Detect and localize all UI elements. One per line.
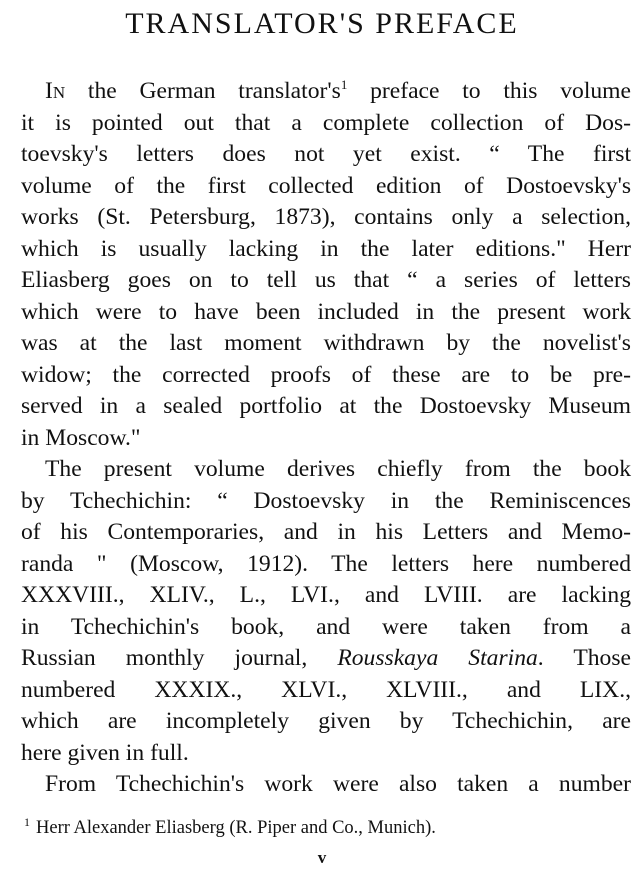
text-line: was at the last moment withdrawn by the novelist's — [21, 330, 631, 356]
text-line: it is pointed out that a complete collection of Dos- — [21, 109, 631, 136]
text-line: The present volume derives chiefly from the book — [45, 456, 631, 482]
text-fragment: the German translator's — [65, 78, 341, 104]
text-line: Eliasberg goes on to tell us that “ a series of letters — [21, 267, 631, 293]
text-line: widow; the corrected proofs of these are to be pre- — [21, 361, 631, 388]
text-fragment: . Those — [537, 645, 632, 671]
preface-body — [21, 76, 631, 801]
journal-title: Rousskaya Starina — [337, 645, 538, 671]
dropcap-word: In — [45, 78, 66, 104]
text-line — [21, 76, 631, 108]
text-line — [21, 643, 631, 675]
footnote-reference: 1 — [340, 77, 348, 93]
text-line: served in a sealed portfolio at the Dostoevsky Museum — [21, 393, 631, 419]
text-line: From Tchechichin's work were also taken a number — [45, 771, 631, 797]
text-line: here given in full. — [21, 739, 189, 766]
text-line: which is usually lacking in the later editions." Herr — [21, 235, 631, 262]
text-line: which are incompletely given by Tchechichin, are — [21, 708, 631, 734]
text-fragment: preface to this volume — [347, 78, 632, 104]
text-line: which were to have been included in the present work — [21, 298, 631, 325]
text-line: by Tchechichin: “ Dostoevsky in the Reminiscences — [21, 487, 631, 514]
text-line: XXXVIII., XLIV., L., LVI., and LVIII. are lacking — [21, 582, 631, 608]
text-line: of his Contemporaries, and in his Letters and Memo- — [21, 519, 631, 545]
footnote — [24, 815, 624, 841]
text-line: toevsky's letters does not yet exist. “ The first — [21, 141, 631, 167]
text-line: randa " (Moscow, 1912). The letters here numbered — [21, 550, 631, 577]
footnote-text: Herr Alexander Eliasberg (R. Piper and Co., Munich). — [36, 818, 436, 838]
footnote-number: 1 — [24, 814, 30, 829]
text-line: numbered XXXIX., XLVI., XLVIII., and LIX., — [21, 676, 631, 703]
page-title: TRANSLATOR'S PREFACE — [125, 7, 519, 40]
text-line: in Tchechichin's book, and were taken from a — [21, 613, 631, 640]
text-line: in Moscow." — [21, 424, 141, 451]
text-line: volume of the first collected edition of Dostoevsky's — [21, 172, 631, 199]
text-fragment: Russian monthly journal, — [21, 645, 338, 671]
page-number: v — [317, 848, 327, 867]
text-line: works (St. Petersburg, 1873), contains only a selection, — [21, 204, 631, 230]
